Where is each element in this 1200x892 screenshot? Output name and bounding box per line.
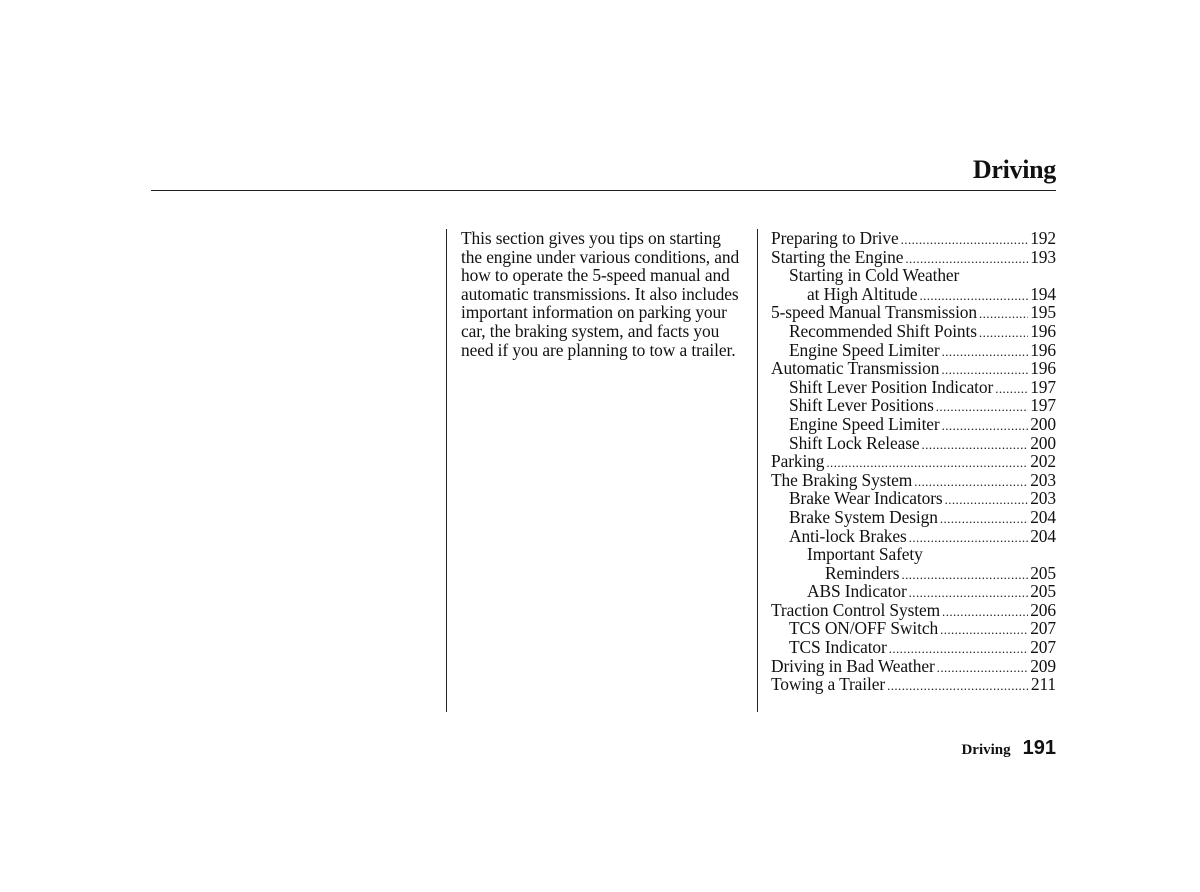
toc-dot-leader [942, 341, 1029, 362]
section-intro-paragraph: This section gives you tips on starting the engine under various conditions, and how to operate the 5-speed manual and automatic transmissions. It also includes important information on parking your car, the braking system, and facts you need if you are planning to tow a trailer. [461, 228, 740, 360]
toc-entry-page: 196 [1030, 358, 1056, 379]
toc-entry[interactable] [771, 545, 1056, 564]
toc-dot-leader [901, 229, 1029, 250]
toc-dot-leader [979, 322, 1028, 343]
toc-entry-title: The Braking System [771, 469, 913, 490]
toc-entry-title: TCS ON/OFF Switch [789, 618, 939, 639]
toc-entry-title: Engine Speed Limiter [789, 413, 940, 434]
toc-entry-title: Automatic Transmission [771, 358, 940, 379]
toc-entry-page: 206 [1030, 599, 1056, 620]
toc-entry-title: Traction Control System [771, 599, 941, 620]
toc-dot-leader [922, 434, 1029, 455]
column-divider-middle [757, 229, 758, 712]
toc-entry[interactable] [771, 415, 1056, 434]
toc-entry[interactable] [771, 638, 1056, 657]
toc-entry-page: 205 [1030, 562, 1056, 583]
column-divider-left [446, 229, 447, 712]
toc-entry-title: Anti-lock Brakes [789, 525, 907, 546]
toc-entry-page: 200 [1030, 432, 1056, 453]
toc-entry[interactable] [771, 434, 1056, 453]
toc-entry-page: 193 [1030, 246, 1056, 267]
toc-entry-page: 205 [1030, 581, 1056, 602]
toc-entry-title: Recommended Shift Points [789, 320, 977, 341]
toc-entry[interactable] [771, 582, 1056, 601]
toc-entry[interactable] [771, 229, 1056, 248]
toc-entry-title: Starting in Cold Weather [789, 265, 960, 286]
toc-entry-title: Reminders [825, 562, 900, 583]
toc-entry-title: at High Altitude [807, 283, 918, 304]
toc-entry-page: 202 [1030, 451, 1056, 472]
toc-entry-page: 204 [1030, 525, 1056, 546]
section-title: Driving [972, 155, 1056, 184]
toc-entry-title: Preparing to Drive [771, 228, 899, 248]
toc-dot-leader [940, 619, 1028, 640]
toc-entry[interactable] [771, 322, 1056, 341]
toc-entry-page: 192 [1030, 228, 1056, 248]
toc-entry-title: Brake System Design [789, 506, 938, 527]
toc-entry[interactable] [771, 471, 1056, 490]
toc-entry-page: 209 [1030, 655, 1056, 676]
toc-entry-page: 197 [1030, 376, 1056, 397]
toc-entry-title: Towing a Trailer [771, 674, 886, 695]
page-footer [961, 737, 1056, 760]
title-divider [151, 190, 1056, 191]
toc-entry-title: TCS Indicator [789, 637, 887, 658]
toc-entry-title: Important Safety [807, 544, 923, 565]
toc-entry[interactable] [771, 248, 1056, 267]
toc-dot-leader [887, 675, 1029, 696]
toc-dot-leader [940, 508, 1028, 529]
toc-entry[interactable] [771, 359, 1056, 378]
toc-dot-leader [995, 378, 1028, 399]
toc-dot-leader [901, 564, 1028, 585]
toc-entry-title: Shift Lock Release [789, 432, 920, 453]
toc-entry-page: 203 [1030, 469, 1056, 490]
toc-dot-leader [909, 527, 1029, 548]
toc-entry[interactable] [771, 508, 1056, 527]
toc-dot-leader [942, 415, 1029, 436]
toc-entry-page: 200 [1030, 413, 1056, 434]
toc-entry[interactable] [771, 266, 1056, 285]
toc-entry-page: 211 [1030, 674, 1056, 695]
toc-entry[interactable] [771, 527, 1056, 546]
toc-entry-page: 207 [1030, 618, 1056, 639]
toc-entry-page: 194 [1030, 283, 1056, 304]
toc-entry-title: Brake Wear Indicators [789, 488, 943, 509]
toc-entry-title: 5-speed Manual Transmission [771, 302, 977, 323]
toc-entry-page: 204 [1030, 506, 1056, 527]
toc-entry-title: Parking [771, 451, 825, 472]
toc-entry[interactable] [771, 601, 1056, 620]
toc-entry-page: 203 [1030, 488, 1056, 509]
toc-entry-title: Shift Lever Position Indicator [789, 376, 994, 397]
toc-entry[interactable] [771, 285, 1056, 304]
toc-entry-page: 195 [1030, 302, 1056, 323]
toc-entry-title: Shift Lever Positions [789, 395, 934, 416]
toc-dot-leader [937, 657, 1029, 678]
toc-dot-leader [945, 489, 1029, 510]
table-of-contents [771, 229, 1056, 694]
toc-entry[interactable] [771, 303, 1056, 322]
toc-entry-page: 196 [1030, 339, 1056, 360]
toc-dot-leader [936, 396, 1028, 417]
toc-entry-title: ABS Indicator [807, 581, 907, 602]
toc-entry[interactable] [771, 452, 1056, 471]
toc-entry[interactable] [771, 378, 1056, 397]
toc-entry[interactable] [771, 619, 1056, 638]
toc-entry[interactable] [771, 396, 1056, 415]
toc-entry-page: 196 [1030, 320, 1056, 341]
toc-entry-page: 207 [1030, 637, 1056, 658]
toc-entry[interactable] [771, 564, 1056, 583]
toc-dot-leader [942, 601, 1028, 622]
toc-entry[interactable] [771, 657, 1056, 676]
footer-section-label: Driving [961, 742, 1011, 758]
toc-entry-page: 197 [1030, 395, 1056, 416]
toc-entry-title: Engine Speed Limiter [789, 339, 940, 360]
toc-entry-title: Starting the Engine [771, 246, 904, 267]
toc-entry[interactable] [771, 341, 1056, 360]
toc-dot-leader [979, 303, 1028, 324]
page-number: 191 [1022, 737, 1056, 759]
toc-entry[interactable] [771, 489, 1056, 508]
toc-entry[interactable] [771, 675, 1056, 694]
toc-entry-title: Driving in Bad Weather [771, 655, 935, 676]
